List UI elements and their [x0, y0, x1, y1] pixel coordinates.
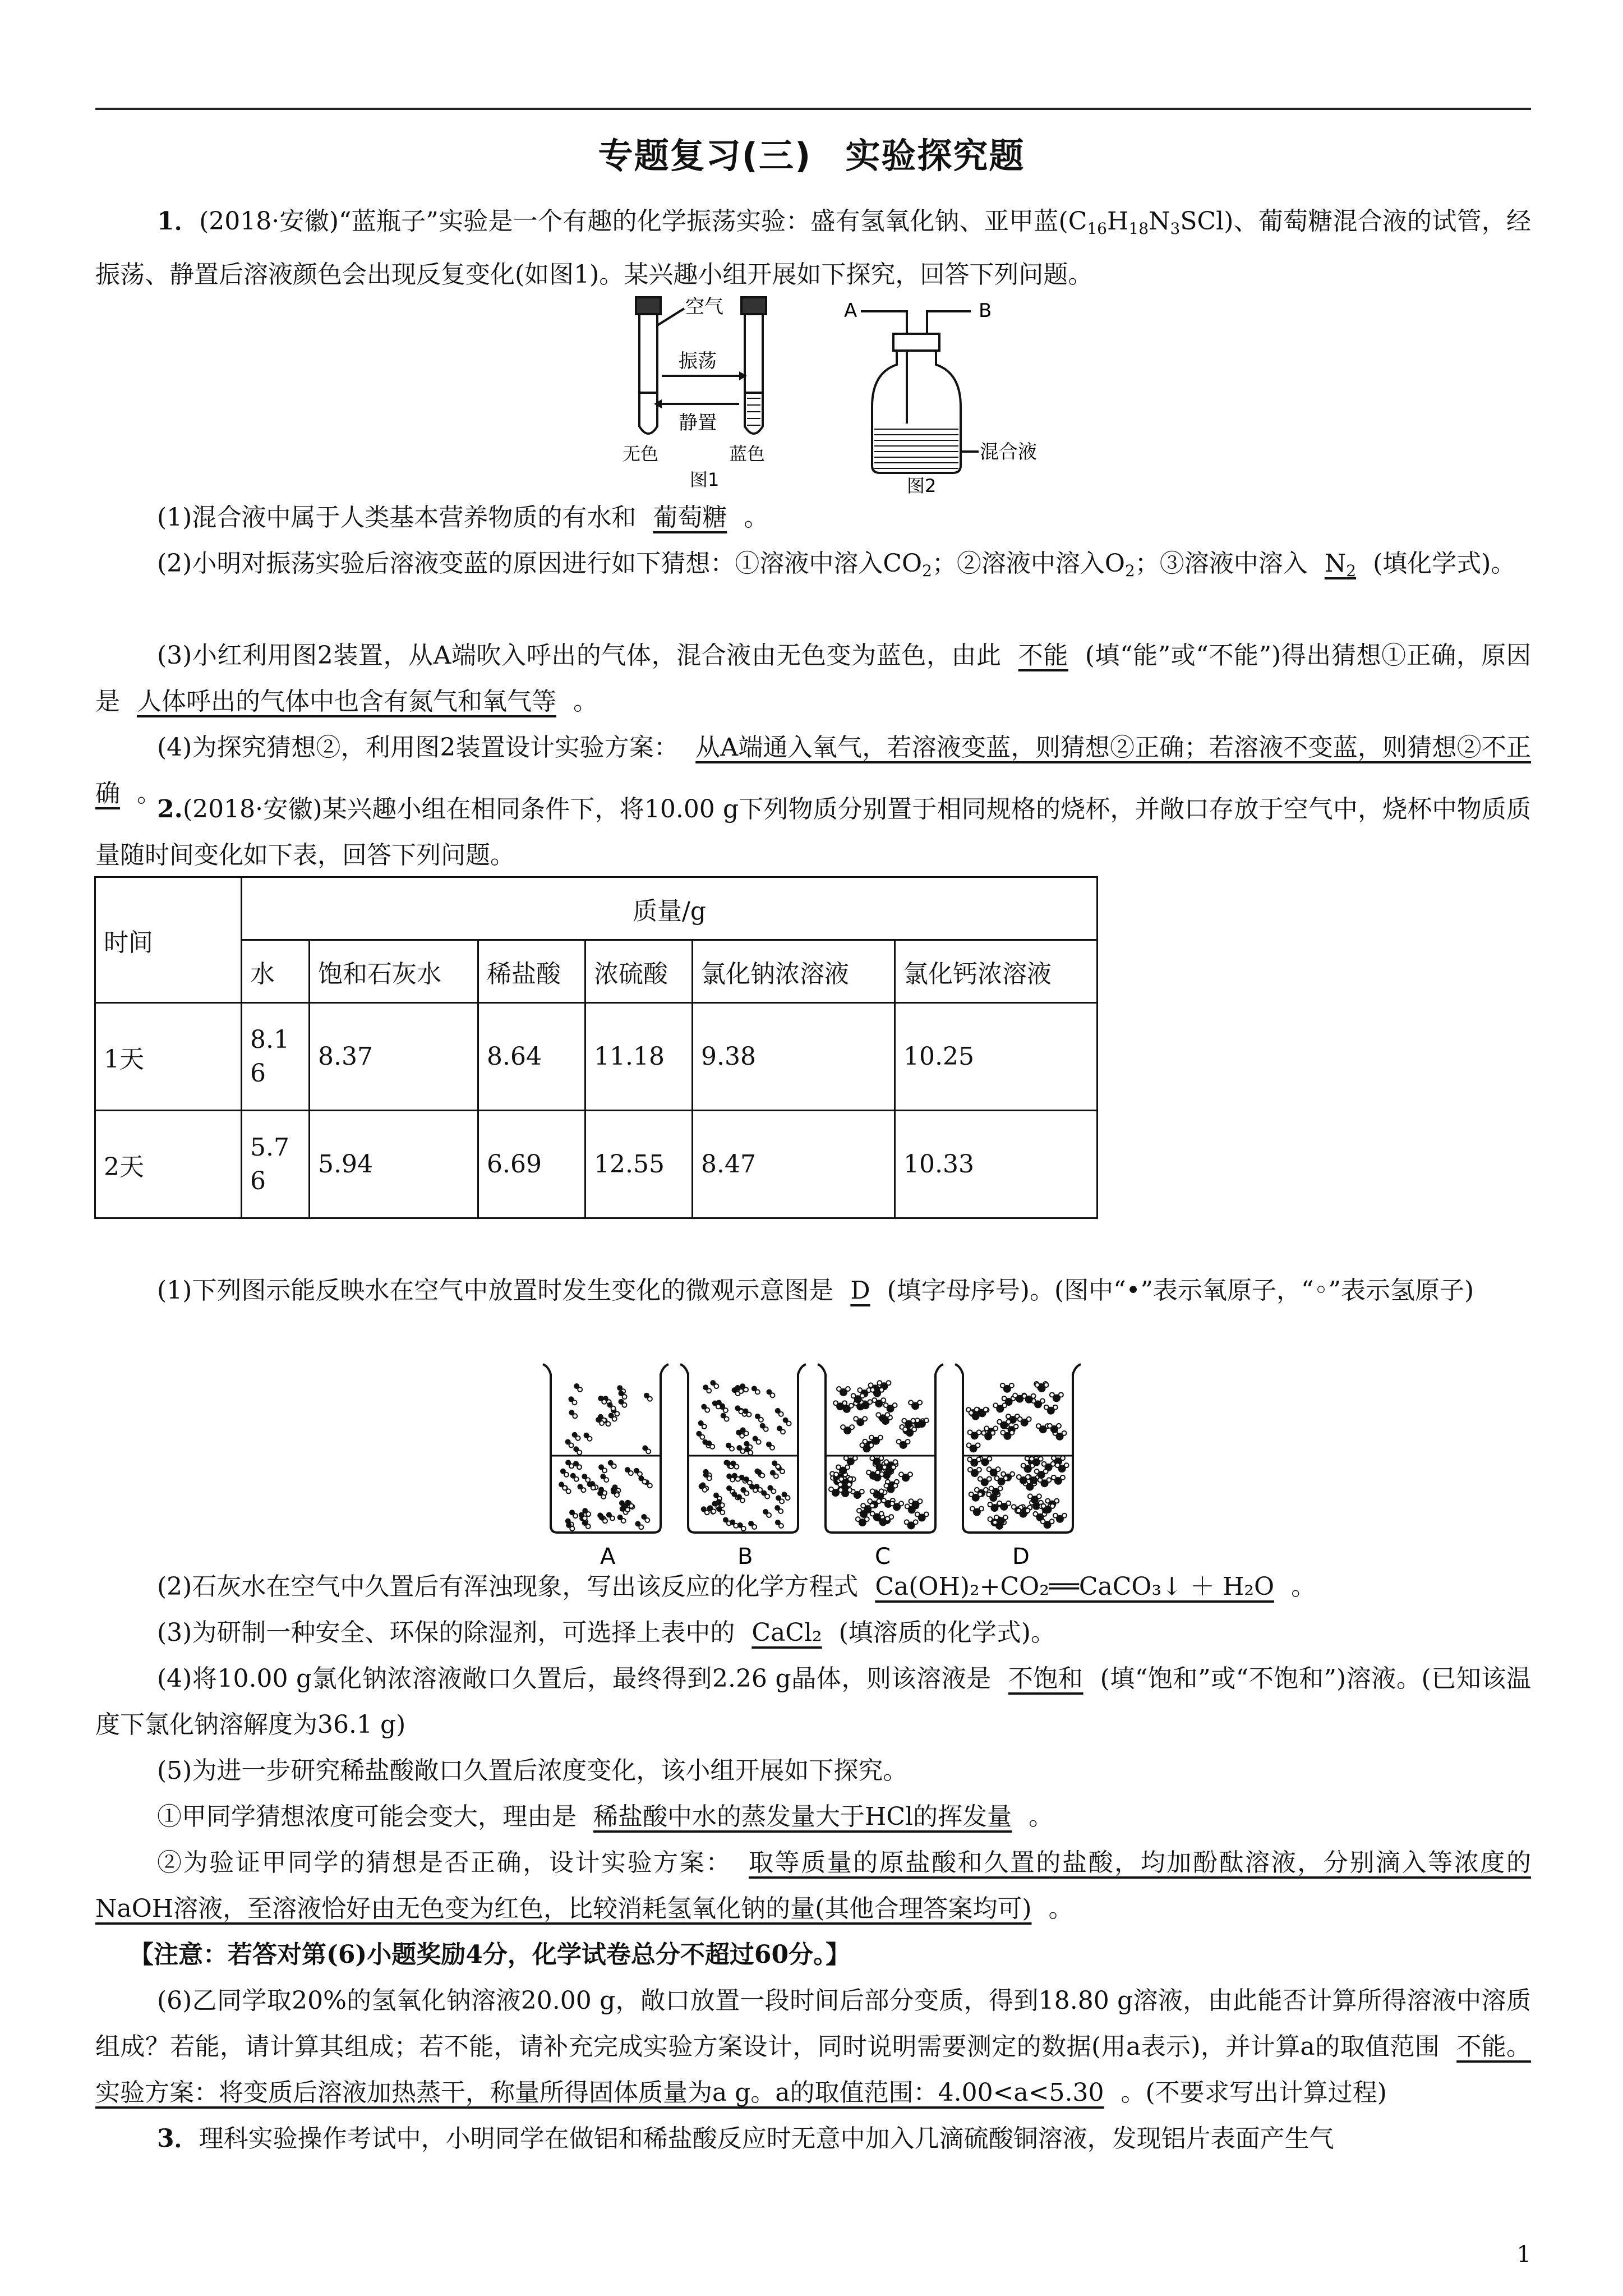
fig2-mixture-label: 混合液: [980, 441, 1037, 463]
q1-p4-end: 。: [137, 779, 162, 808]
q1-p2-end: (填化学式)。: [1373, 549, 1516, 578]
q2-p1-answer: D: [850, 1276, 870, 1305]
q2-p2-end: 。: [1291, 1572, 1316, 1601]
q2-part-5: [95, 1748, 1531, 1794]
q2-p6-end: 。(不要求写出计算过程): [1121, 2078, 1387, 2107]
test-tube-right: [745, 314, 763, 434]
figure-2: [838, 295, 1063, 504]
q1-number: 1．: [157, 207, 200, 236]
q2-p6-answer: 不能。实验方案：将变质后溶液加热蒸干，称量所得固体质量为a g。a的取值范围：4.00<a<5.30: [95, 2032, 1532, 2107]
table-cell: 8.37: [310, 1003, 478, 1111]
q1-p2-text-2: ；②溶液中溶入O: [932, 549, 1125, 578]
title-part-1: 专题复习(三): [598, 135, 812, 176]
bonus-note: 【注意：若答对第(6)小题奖励4分，化学试卷总分不超过60分。】: [129, 1940, 851, 1969]
table-cell: 8.47: [693, 1111, 895, 1218]
table-col-water: 水: [242, 940, 310, 1003]
table-cell-time: 2天: [95, 1111, 242, 1218]
table-cell-time: 1天: [95, 1003, 242, 1111]
q2-p5-text: (5)为进一步研究稀盐酸敞口久置后浓度变化，该小组开展如下探究。: [157, 1756, 908, 1785]
fig1-rest-label: 静置: [679, 412, 717, 434]
q2-intro-text: 某兴趣小组在相同条件下，将10.00 g下列物质分别置于相同规格的烧杯，并敞口存放于空气中，烧杯中物质质量随时间变化如下表，回答下列问题。: [95, 795, 1531, 869]
q1-p2-sub-1: 2: [922, 562, 932, 580]
fig2-caption: 图2: [907, 475, 937, 496]
table-row: [95, 1111, 1098, 1218]
q2-part-5b: [95, 1840, 1531, 1932]
test-tube-left: [639, 314, 657, 434]
beaker-b: [680, 1364, 806, 1570]
q1-p2-sub-2: 2: [1124, 562, 1135, 580]
mass-table: [94, 876, 1098, 1219]
table-cell: 8.64: [478, 1003, 585, 1111]
fig1-blue-label: 蓝色: [729, 443, 766, 464]
table-col-limewater: 饱和石灰水: [310, 940, 478, 1003]
q2-p5a-text: ①甲同学猜想浓度可能会变大，理由是: [157, 1802, 577, 1831]
table-mass-header: 质量/g: [242, 877, 1098, 940]
top-rule: [95, 108, 1531, 110]
q2-p3-text: (3)为研制一种安全、环保的除湿剂，可选择上表中的: [157, 1618, 735, 1647]
q1-p2-answer: [1308, 549, 1373, 578]
q2-p4-text: (4)将10.00 g氯化钠浓溶液敞口久置后，最终得到2.26 g晶体，则该溶液是: [157, 1664, 992, 1693]
q2-p6-text: (6)乙同学取20%的氢氧化钠溶液20.00 g，敞口放置一段时间后部分变质，得到18.80 g溶液，由此能否计算所得溶液中溶质组成？若能，请计算其组成；若不能，请补充完成实验方案设计，同时说明需要测定的数据(用a表示)，并计算a的取值范围: [95, 1986, 1531, 2061]
table-col-dilute-hcl: 稀盐酸: [478, 940, 585, 1003]
title-part-2: 实验探究题: [845, 135, 1025, 176]
q1-part-1: [95, 495, 1531, 541]
q1-p2-text-3: ；③溶液中溶入: [1135, 549, 1308, 578]
q1-intro-text-1: “蓝瓶子”实验是一个有趣的化学振荡实验：盛有氢氧化钠、亚甲蓝(C: [339, 207, 1087, 236]
q1-part-2: [95, 541, 1531, 594]
beaker-c: [818, 1364, 943, 1570]
q2-part-2: [95, 1564, 1531, 1610]
figure-1: [617, 286, 808, 501]
q2-p2-answer: Ca(OH)₂+CO₂══CaCO₃↓ ＋ H₂O: [875, 1572, 1275, 1601]
q1-p2-answer-sub: 2: [1346, 562, 1357, 580]
q2-p5b-text: ②为验证甲同学的猜想是否正确，设计实验方案：: [157, 1848, 732, 1877]
q2-p4-answer: 不饱和: [1008, 1664, 1083, 1693]
inlet-tube-a: [861, 311, 907, 424]
table-cell: 10.25: [895, 1003, 1098, 1111]
q2-number: 2.: [157, 795, 183, 823]
fig1-caption: 图1: [690, 469, 720, 490]
q1-formula-sub-2: 18: [1128, 219, 1149, 238]
q1-p3-text-1: (3)小红利用图2装置，从A端吹入呼出的气体，混合液由无色变为蓝色，由此: [157, 641, 1002, 670]
page-number: 1: [1516, 2242, 1531, 2267]
beaker-a: [543, 1364, 668, 1570]
table-cell: 11.18: [585, 1003, 693, 1111]
q1-p2-text-1: (2)小明对振荡实验后溶液变蓝的原因进行如下猜想：①溶液中溶入CO: [157, 549, 923, 578]
q2-p4-end: (填“饱和”或“不饱和”)溶液。(已知该温度下氯化钠溶解度为36.1 g): [95, 1664, 1531, 1739]
q1-formula-sub-3: 3: [1170, 219, 1181, 238]
table-col-conc-h2so4: 浓硫酸: [585, 940, 693, 1003]
fig1-air-label: 空气: [685, 296, 723, 318]
q1-part-3: [95, 633, 1531, 725]
q1-source: (2018·安徽): [199, 207, 339, 236]
q1-formula-n: N: [1149, 207, 1170, 236]
q1-p1-text: (1)混合液中属于人类基本营养物质的有水和: [157, 503, 637, 532]
test-tube-left-stopper: [636, 297, 661, 314]
beaker-label: D: [1012, 1544, 1030, 1570]
fig2-a-label: A: [844, 300, 857, 322]
q2-p2-text: (2)石灰水在空气中久置后有浑浊现象，写出该反应的化学方程式: [157, 1572, 859, 1601]
q3-text: 理科实验操作考试中，小明同学在做铝和稀盐酸反应时无意中加入几滴硫酸铜溶液，发现铝片表面产生气: [199, 2124, 1334, 2153]
q2-part-3: [95, 1610, 1531, 1656]
table-cell: 10.33: [895, 1111, 1098, 1218]
q2-part-1: [95, 1268, 1531, 1314]
table-col-cacl2: 氯化钙浓溶液: [895, 940, 1098, 1003]
q1-p3-end: 。: [573, 687, 598, 716]
beaker-label: C: [875, 1544, 891, 1570]
wide-bottle: [872, 351, 961, 473]
q2-source: (2018·安徽): [182, 795, 322, 823]
q2-p3-answer: CaCl₂: [751, 1618, 822, 1647]
table-cell: 6.69: [478, 1111, 585, 1218]
page-title: [0, 128, 1623, 178]
beaker-d: [955, 1364, 1081, 1570]
q1-p1-answer: 葡萄糖: [653, 503, 727, 532]
fig2-b-label: B: [979, 300, 992, 322]
bottle-stopper: [893, 334, 939, 351]
q1-formula-sub-1: 16: [1087, 219, 1107, 238]
q1-p2-answer-n: N: [1324, 549, 1347, 578]
q2-part-6: [95, 1978, 1531, 2116]
q2-p5a-end: 。: [1029, 1802, 1054, 1831]
table-cell: 5.94: [310, 1111, 478, 1218]
q1-intro: [95, 199, 1531, 298]
beakers-figure: [538, 1358, 1088, 1573]
q1-p1-end: 。: [744, 503, 769, 532]
q2-p5b-end: 。: [1048, 1894, 1073, 1923]
fig1-colorless-label: 无色: [623, 443, 659, 464]
table-time-header: 时间: [95, 877, 242, 1003]
q1-p4-text: (4)为探究猜想②，利用图2装置设计实验方案：: [157, 733, 679, 762]
q1-p3-answer-1: 不能: [1018, 641, 1068, 670]
q1-p4-answer: 从A端通入氧气，若溶液变蓝，则猜想②正确；若溶液不变蓝，则猜想②不正确: [95, 733, 1531, 808]
beaker-label: A: [600, 1544, 616, 1570]
q3-intro: [95, 2116, 1531, 2162]
q2-p3-end: (填溶质的化学式)。: [838, 1618, 1055, 1647]
table-cell: 8.16: [242, 1003, 310, 1111]
q2-p1-end: (填字母序号)。(图中“•”表示氧原子，“◦”表示氢原子): [887, 1276, 1474, 1305]
table-cell: 5.76: [242, 1111, 310, 1218]
q2-p5a-answer: 稀盐酸中水的蒸发量大于HCl的挥发量: [593, 1802, 1012, 1831]
test-tube-right-stopper: [741, 297, 766, 314]
beaker-label: B: [737, 1544, 753, 1570]
q1-p3-answer-2: 人体呼出的气体中也含有氮气和氧气等: [137, 687, 556, 716]
q2-p5b-answer: 取等质量的原盐酸和久置的盐酸，均加酚酞溶液，分别滴入等浓度的NaOH溶液，至溶液恰好由无色变为红色，比较消耗氢氧化钠的量(其他合理答案均可): [95, 1848, 1532, 1923]
table-cell: 12.55: [585, 1111, 693, 1218]
q1-intro-text-2: SCl)、葡萄糖混合液的试管，经振荡、静置后溶液颜色会出现反复变化(如图1)。某兴趣小组开展如下探究，回答下列问题。: [95, 207, 1531, 289]
q3-number: 3．: [157, 2124, 199, 2153]
q2-intro: [95, 786, 1531, 878]
fig1-shake-label: 振荡: [679, 350, 717, 372]
q2-part-5a: [95, 1794, 1531, 1840]
q1-formula-h: H: [1107, 207, 1129, 236]
q2-p1-text: (1)下列图示能反映水在空气中放置时发生变化的微观示意图是: [157, 1276, 834, 1305]
table-row: [95, 1003, 1098, 1111]
q1-p3-text-2: (填“能”或“不能”)得出猜想①正确，原因是: [95, 641, 1532, 716]
table-col-nacl: 氯化钠浓溶液: [693, 940, 895, 1003]
q2-part-4: [95, 1656, 1531, 1748]
table-cell: 9.38: [693, 1003, 895, 1111]
